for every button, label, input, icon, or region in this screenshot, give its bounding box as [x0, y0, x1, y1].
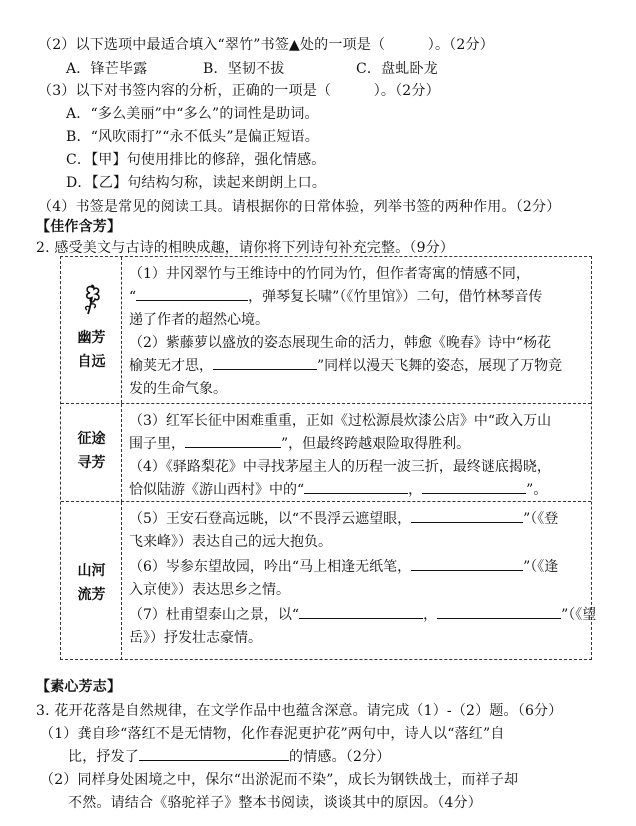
table-row-shanhe: [61, 501, 597, 660]
poem-item-2-line2: 榆荚无才思， ”同样以漫天飞舞的姿态，展现了万物竞: [129, 355, 562, 375]
question-3-2-line2: 不然。请结合《骆驼祥子》整本书阅读，谈谈其中的原因。（4分）: [68, 795, 482, 811]
section-heading-jiazuo: 【佳作含芳】: [36, 219, 122, 235]
answer-blank[interactable]: [422, 479, 526, 494]
poem-item-1-line2: “ ，弹琴复长啸”（《竹里馆》）二句，借竹林琴音传: [129, 286, 542, 306]
poem-item-3-line2: 围子里， ”，但最终跨越艰险取得胜利。: [129, 433, 470, 453]
question-2-stem: 2. 感受美文与古诗的相映成趣，请你将下列诗句补充完整。（9分）: [36, 240, 455, 256]
answer-blank[interactable]: [304, 479, 408, 494]
flower-icon: [81, 283, 103, 317]
answer-blank[interactable]: [411, 508, 523, 523]
q4-stem: （4）书签是常见的阅读工具。请根据你的日常体验，列举书签的两种作用。（2分）: [38, 199, 561, 215]
answer-blank[interactable]: [411, 556, 523, 571]
row-label-line2: 流芳: [77, 587, 106, 603]
table-row-youfang: [61, 257, 591, 403]
q3-option-c: C．【甲】句使用排比的修辞，强化情感。: [66, 152, 326, 168]
row-label-cell: [61, 502, 122, 660]
poem-item-6-line1: （6）岑参东望故园，吟出“马上相逢无纸笔， ”（《逢: [129, 556, 558, 576]
poem-item-4-line1: （4）《驿路梨花》中寻找茅屋主人的历程一波三折，最终谜底揭晓，: [129, 459, 551, 475]
answer-blank[interactable]: [136, 286, 248, 301]
poem-item-1-line1: （1）井冈翠竹与王维诗中的竹同为竹，但作者寄寓的情感不同，: [129, 266, 530, 282]
q2-stem: （2）以下选项中最适合填入“翠竹”书签▲处的一项是（ ）。（2分）: [38, 37, 494, 53]
question-3-1-line1: （1）龚自珍“落红不是无情物，化作春泥更护花”两句中，诗人以“落红”自: [40, 726, 505, 742]
q3-option-a: A．“多么美丽”中“多么”的词性是助词。: [66, 106, 319, 122]
row-label-line1: 征途: [77, 431, 106, 447]
section-heading-suxin: 【素心芳志】: [36, 679, 122, 695]
row-label-line2: 自远: [77, 354, 106, 370]
q2-option-a: A．锋芒毕露: [66, 61, 148, 77]
q3-option-b: B．“风吹雨打”“永不低头”是偏正短语。: [66, 129, 319, 145]
poem-item-7-line1: （7）杜甫望泰山之景，以“ ， ”（《望: [129, 604, 596, 624]
table-row-zhengtu: [61, 403, 591, 502]
answer-blank[interactable]: [139, 746, 289, 761]
poem-item-1-line3: 递了作者的超然心境。: [129, 312, 269, 328]
answer-blank[interactable]: [437, 604, 561, 619]
row-label-line1: 幽芳: [77, 330, 106, 346]
poem-item-4-line2: 恰似陆游《游山西村》中的“ ， ”。: [129, 479, 547, 499]
poem-item-3-line1: （3）红军长征中困难重重，正如《过松源晨炊漆公店》中“政入万山: [129, 413, 552, 429]
q2-option-c: C．盘虬卧龙: [356, 61, 438, 77]
poem-item-2-line1: （2）紫藤萝以盛放的姿态展现生命的活力，韩愈《晚春》诗中“杨花: [129, 335, 552, 351]
row-label-line2: 寻芳: [77, 455, 106, 471]
question-3-stem: 3. 花开花落是自然规律，在文学作品中也蕴含深意。请完成（1）-（2）题。（6分）: [36, 703, 563, 719]
poem-item-5-line1: （5）王安石登高远眺，以“不畏浮云遮望眼， ”（《登: [129, 508, 558, 528]
q2-option-b: B．坚韧不拔: [203, 61, 285, 77]
q3-stem: （3）以下对书签内容的分析，正确的一项是（ ）。（2分）: [38, 83, 440, 99]
row-label-cell: [61, 404, 122, 502]
row-label-line1: 山河: [77, 563, 106, 579]
answer-blank[interactable]: [213, 355, 317, 370]
question-3-1-line2: 比，抒发了 的情感。（2分）: [68, 746, 391, 766]
answer-blank[interactable]: [185, 433, 281, 448]
poem-item-6-line2: 入京使》）表达思乡之情。: [129, 582, 290, 598]
poem-item-5-line2: 飞来峰》）表达自己的远大抱负。: [129, 534, 332, 550]
poetry-table: [60, 256, 597, 660]
q3-option-d: D．【乙】句结构匀称，读起来朗朗上口。: [66, 175, 327, 191]
poem-item-7-line2: 岳》）抒发壮志豪情。: [129, 630, 262, 646]
poem-item-2-line3: 发的生命气象。: [129, 381, 227, 397]
question-3-2-line1: （2）同样身处困境之中，保尔“出淤泥而不染”，成长为钢铁战士，而祥子却: [40, 772, 519, 788]
row-label-cell: [61, 257, 122, 403]
answer-blank[interactable]: [299, 604, 423, 619]
